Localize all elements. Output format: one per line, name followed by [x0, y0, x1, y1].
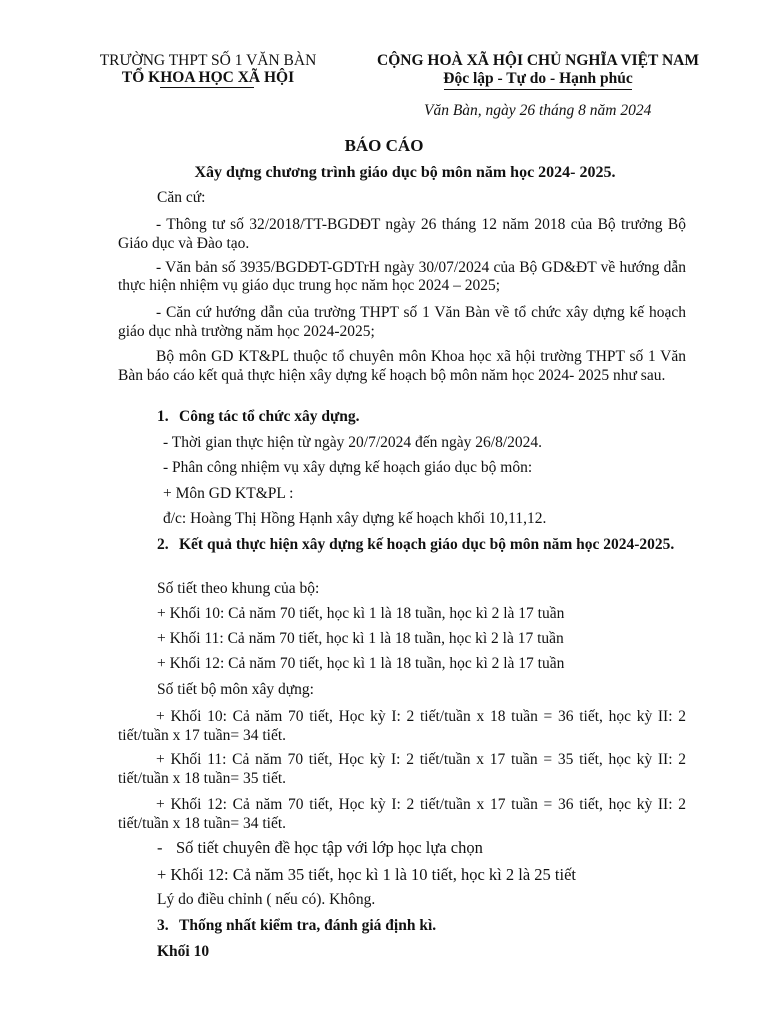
framework-row-11: + Khối 11: Cả năm 70 tiết, học kì 1 là 18 tuần, học kì 2 là 17 tuần	[157, 630, 564, 647]
section-1-time: - Thời gian thực hiện từ ngày 20/7/2024 đến ngày 26/8/2024.	[163, 434, 543, 451]
report-subtitle: Xây dựng chương trình giáo dục bộ môn năm học 2024- 2025.	[194, 164, 616, 181]
department-underline	[160, 87, 254, 88]
section-1-subject: + Môn GD KT&PL :	[163, 485, 294, 502]
built-row-10: + Khối 10: Cả năm 70 tiết, Học kỳ I: 2 tiết/tuần x 18 tuần = 36 tiết, học kỳ II: 2 tiết/tuần x 17 tuần= 34 tiết.	[118, 708, 686, 744]
section-1-heading: Công tác tổ chức xây dựng.	[179, 408, 360, 425]
built-row-12: + Khối 12: Cả năm 70 tiết, Học kỳ I: 2 tiết/tuần x 17 tuần = 36 tiết, học kỳ II: 2 tiết/tuần x 18 tuần= 34 tiết.	[118, 796, 686, 832]
topic-label: Số tiết chuyên đề học tập với lớp học lựa chọn	[176, 838, 483, 857]
built-label: Số tiết bộ môn xây dựng:	[157, 681, 314, 698]
section-3-number: 3.	[157, 917, 169, 934]
built-row-11: + Khối 11: Cả năm 70 tiết, Học kỳ I: 2 tiết/tuần x 17 tuần = 35 tiết, học kỳ II: 2 tiết/tuần x 18 tuần= 35 tiết.	[118, 751, 686, 787]
motto-underline	[444, 89, 632, 90]
framework-row-10: + Khối 10: Cả năm 70 tiết, học kì 1 là 18 tuần, học kì 2 là 17 tuần	[157, 605, 565, 622]
section-2-heading: Kết quả thực hiện xây dựng kế hoạch giáo dục bộ môn năm học 2024-2025.	[179, 536, 675, 553]
motto: Độc lập - Tự do - Hạnh phúc	[443, 70, 633, 87]
section-1-person: đ/c: Hoàng Thị Hồng Hạnh xây dựng kế hoạch khối 10,11,12.	[163, 510, 547, 527]
school-name: TRƯỜNG THPT SỐ 1 VĂN BÀN	[99, 52, 317, 69]
section-2-number: 2.	[157, 536, 169, 553]
basis-item-1: - Thông tư số 32/2018/TT-BGDĐT ngày 26 tháng 12 năm 2018 của Bộ trưởng Bộ Giáo dục và Đào tạo.	[118, 216, 686, 252]
place-date: Văn Bàn, ngày 26 tháng 8 năm 2024	[424, 102, 652, 119]
framework-row-12: + Khối 12: Cả năm 70 tiết, học kì 1 là 18 tuần, học kì 2 là 17 tuần	[157, 655, 565, 672]
grade-10-heading: Khối 10	[157, 943, 210, 960]
topic-item-12: + Khối 12: Cả năm 35 tiết, học kì 1 là 10 tiết, học kì 2 là 25 tiết	[157, 865, 576, 884]
basis-item-2: - Văn bản số 3935/BGDĐT-GDTrH ngày 30/07/2024 của Bộ GD&ĐT về hướng dẫn thực hiện nhiệm vụ giáo dục trung học năm học 2024 – 2025;	[118, 259, 686, 294]
department-name: TỔ KHOA HỌC XÃ HỘI	[121, 69, 295, 86]
basis-item-3: - Căn cứ hướng dẫn của trường THPT số 1 Văn Bàn về tổ chức xây dựng kế hoạch giáo dục nhà trường năm học 2024-2025;	[118, 304, 686, 340]
topic-dash: -	[157, 838, 163, 857]
report-title: BÁO CÁO	[344, 136, 424, 155]
framework-label: Số tiết theo khung của bộ:	[157, 580, 320, 597]
basis-intro: Bộ môn GD KT&PL thuộc tổ chuyên môn Khoa học xã hội trường THPT số 1 Văn Bàn báo cáo kết quả thực hiện xây dựng kế hoạch bộ môn năm học 2024- 2025 như sau.	[118, 348, 686, 384]
adjust-reason: Lý do điều chỉnh ( nếu có). Không.	[157, 891, 376, 908]
basis-label: Căn cứ:	[157, 189, 206, 206]
section-3-heading: Thống nhất kiểm tra, đánh giá định kì.	[179, 917, 437, 934]
section-1-assign: - Phân công nhiệm vụ xây dựng kế hoạch giáo dục bộ môn:	[163, 459, 533, 476]
section-1-number: 1.	[157, 408, 169, 425]
republic-title: CỘNG HOÀ XÃ HỘI CHỦ NGHĨA VIỆT NAM	[377, 52, 699, 69]
